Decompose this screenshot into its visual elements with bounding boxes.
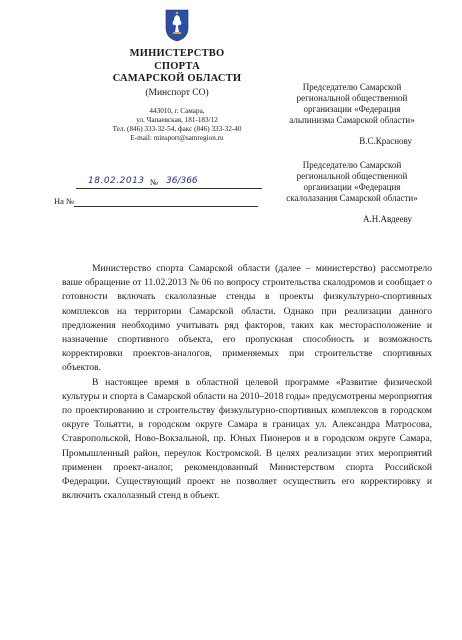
recipient-2-title (272, 160, 432, 204)
address-line-2: ул. Чапаевская, 181-183/12 (136, 115, 218, 124)
outgoing-number-label: № (150, 177, 159, 187)
letterhead (72, 8, 282, 143)
recipient-2-name: А.Н.Авдееву (362, 214, 412, 224)
ministry-name-line1: МИНИСТЕРСТВО (129, 48, 225, 59)
recipient-1-line-4: альпинизма Самарской области» (289, 115, 415, 125)
recipient-2-line-2: региональной общественной (296, 171, 408, 181)
incoming-reference-underline (74, 206, 258, 207)
outgoing-number: 36/366 (166, 176, 198, 186)
recipient-1-name: В.С.Краснову (359, 136, 412, 146)
outgoing-reference (66, 178, 262, 190)
ministry-address (72, 107, 282, 143)
body-paragraph-1: Министерство спорта Самарской области (далее – министерство) рассмотрело ваше обращение от 11.02.2013 № 06 по вопросу строительства скалодромов и сообщает о готовности включать скалолазные стенды в проекты физкультурно-спортивных комплексов на территории Самарской области. Однако при реализации данного предложения необходимо учитывать ряд факторов, таких как месторасположение и назначение спортивного объекта, его пропускная способность и возможность корректировки проектов-аналогов, применяемых при строительстве спортивных объектов. (62, 263, 432, 374)
recipient-1-line-2: региональной общественной (296, 93, 408, 103)
recipient-2-line-1: Председателю Самарской (302, 160, 402, 170)
recipient-block-1 (272, 82, 432, 147)
recipient-1-title (272, 82, 432, 126)
incoming-reference (54, 196, 258, 208)
coat-of-arms-emblem-icon (164, 8, 190, 42)
recipient-2-line-3: организации «Федерация (303, 182, 401, 192)
letter-body (62, 262, 432, 503)
recipient-block-2 (272, 160, 432, 225)
recipient-2-line-4: скалолазания Самарской области» (286, 193, 418, 203)
reference-underline (76, 188, 262, 189)
ministry-name-line2: СПОРТА (154, 60, 200, 72)
incoming-reference-label: На № (54, 196, 75, 206)
body-paragraph-2: В настоящее время в областной целевой программе «Развитие физической культуры и спорта в Самарской области на 2010–2018 годы» предусмотрены мероприятия по проектированию и строительству физкультурно-спортивных комплексов в городском округе Тольятти, в городском округе Самара в границах ул. Александра Матросова, Ставропольской, Ново-Вокзальной, пр. Юных Пионеров и в городском округе Самара, Промышленный район, переулок Костромской. В целях реализации этих мероприятий применен проект-аналог, рекомендованный Министерством спорта Российской Федерации. Существующий проект не позволяет осуществить его корректировку и включить скалолазный стенд в объект. (62, 376, 432, 502)
recipient-1-line-1: Председателю Самарской (302, 82, 402, 92)
address-line-1: 443010, г. Самара, (149, 106, 205, 115)
recipient-1-line-3: организации «Федерация (303, 104, 401, 114)
ministry-short-name: (Минспорт СО) (145, 87, 209, 98)
phone-line: Тел. (846) 333-32-54, факс (846) 333-32-40 (112, 124, 242, 133)
outgoing-date: 18.02.2013 (88, 176, 145, 186)
email-line: E-mail: minsport@samregion.ru (130, 133, 224, 142)
ministry-name-line3: САМАРСКОЙ ОБЛАСТИ (112, 73, 242, 84)
